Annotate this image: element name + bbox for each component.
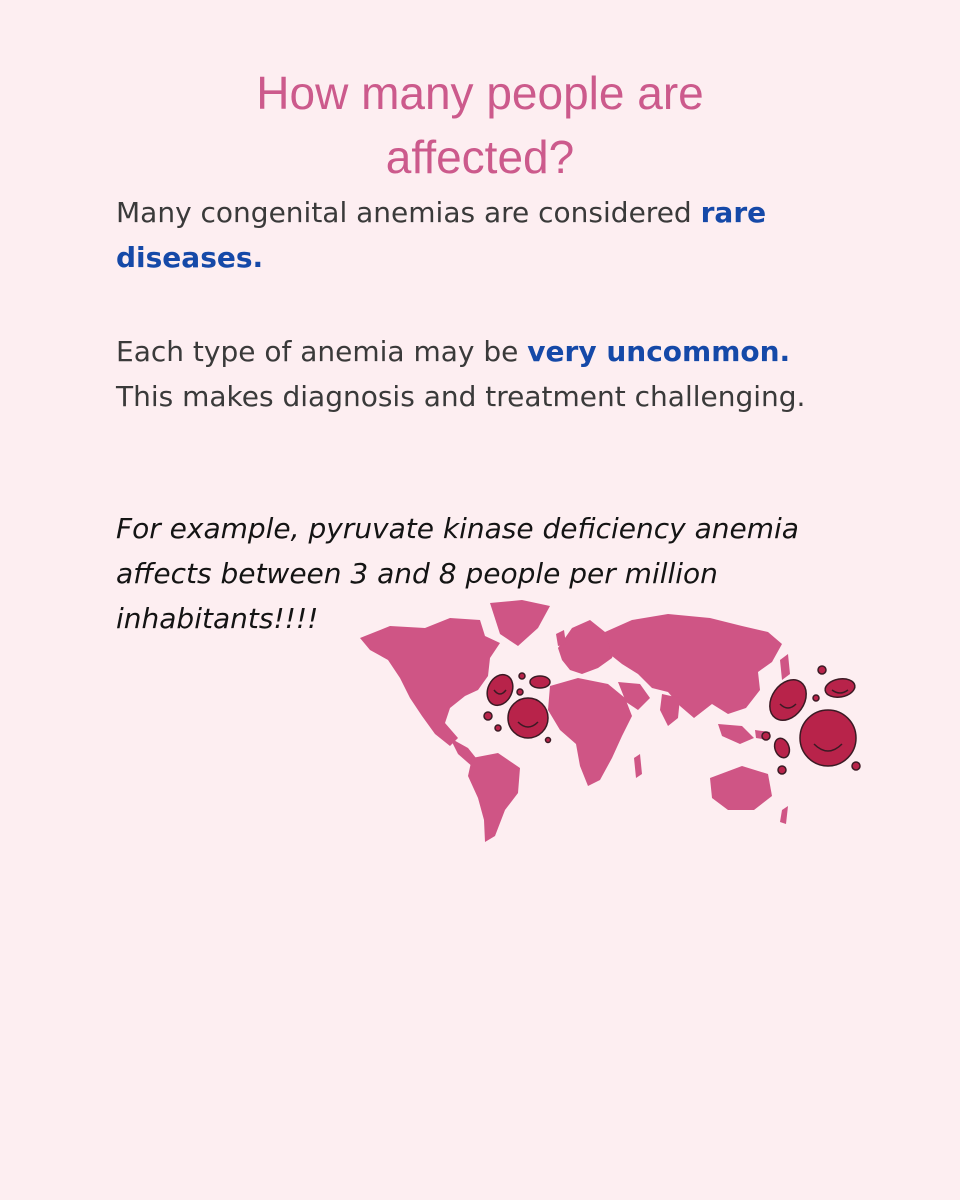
paragraph-uncommon xyxy=(116,329,856,419)
page-title xyxy=(130,61,830,189)
paragraph-rare-diseases xyxy=(116,190,856,280)
paragraph-example: For example, pyruvate kinase deficiency anemia affects between 3 and 8 people per million inhabitants!!!! xyxy=(116,512,799,635)
world-map-illustration xyxy=(350,598,870,848)
very-uncommon-highlight: very uncommon. xyxy=(527,335,791,368)
title-line-1: How many people are xyxy=(256,66,704,119)
title-line-2: affected? xyxy=(385,130,575,183)
paragraph-2-text-after: This makes diagnosis and treatment challenging. xyxy=(116,380,806,413)
red-blood-cells-icon xyxy=(482,670,550,742)
paragraph-2-text-before: Each type of anemia may be xyxy=(116,335,528,368)
world-map-icon xyxy=(350,598,870,848)
rare-diseases-highlight: rare diseases. xyxy=(116,196,767,274)
paragraph-1-text: Many congenital anemias are considered xyxy=(116,196,701,229)
red-blood-cells-icon-right xyxy=(762,666,860,774)
